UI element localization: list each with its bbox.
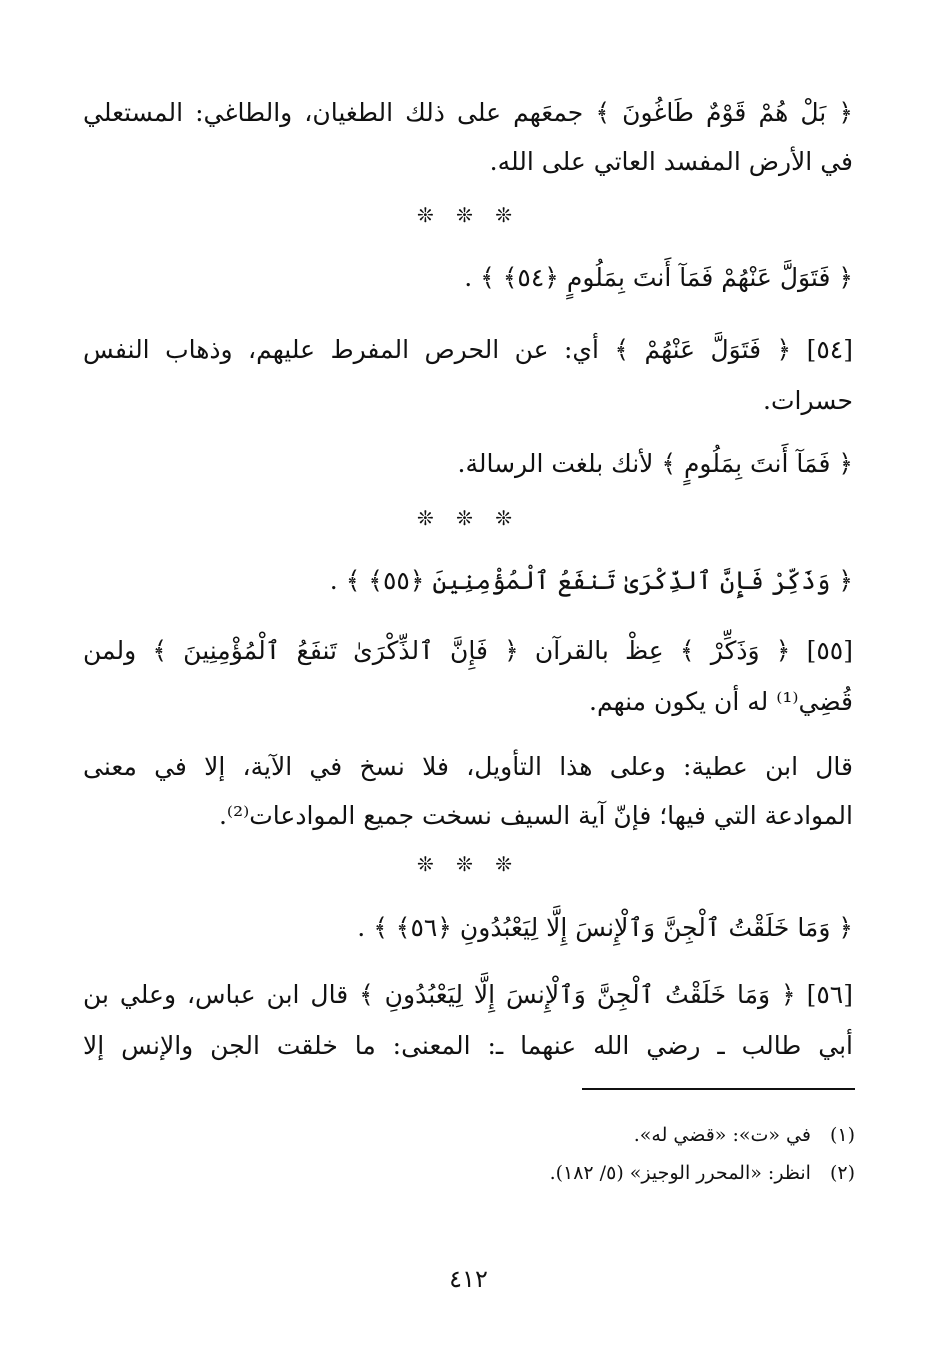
text-line-8: قال ابن عطية: وعلى هذا التأويل، فلا نسخ في الآية، إلا في معنى [83, 752, 853, 781]
footnote-1 [85, 1120, 855, 1150]
text-line-10: [٥٦] ﴿ وَمَا خَلَقْتُ ٱلْجِنَّ وَٱلْإِنسَ إِلَّا لِيَعْبُدُونِ ﴾ قال ابن عباس، وعلي بن [83, 980, 853, 1009]
text-line-5: ﴿ فَمَآ أَنتَ بِمَلُومٍ ﴾ لأنك بلغت الرسالة. [457, 449, 853, 478]
text-line-6: [٥٥] ﴿ وَذَكِّرْ ﴾ عِظْ بالقرآن ﴿ فَإِنَّ ٱلذِّكْرَىٰ تَنفَعُ ٱلْمُؤْمِنِينَ ﴾ ولمن [83, 636, 853, 665]
footnote-1-text: في «ت»: «قضي له». [633, 1124, 811, 1146]
section-separator-3: ❊ ❊ ❊ [417, 852, 520, 876]
footnote-2-number: (٢) [829, 1162, 855, 1184]
text-line-3: [٥٤] ﴿ فَتَوَلَّ عَنْهُمْ ﴾ أي: عن الحرص المفرط عليهم، وذهاب النفس [83, 335, 853, 364]
text-line-4: حسرات. [763, 386, 853, 415]
page-number: ٤١٢ [449, 1265, 488, 1293]
verse-54: ﴿ فَتَوَلَّ عَنْهُمْ فَمَآ أَنتَ بِمَلُومٍ ﴿٥٤﴾ ﴾ . [464, 263, 853, 292]
footnote-2-text: انظر: «المحرر الوجيز» (٥/ ١٨٢). [549, 1162, 811, 1184]
footnote-rule [582, 1088, 855, 1090]
verse-56: ﴿ وَمَا خَلَقْتُ ٱلْجِنَّ وَٱلْإِنسَ إِلَّا لِيَعْبُدُونِ ﴿٥٦﴾ ﴾ . [357, 913, 853, 942]
text-line-9: الموادعة التي فيها؛ فإنّ آية السيف نسخت جميع الموادعات⁽²⁾. [218, 801, 853, 830]
text-line-7: قُضِي⁽¹⁾ له أن يكون منهم. [589, 687, 853, 716]
footnote-2 [85, 1158, 855, 1188]
text-line-1: ﴿ بَلْ هُمْ قَوْمٌ طَاغُونَ ﴾ جمعَهم على ذلك الطغيان، والطاغي: المستعلي [83, 98, 853, 127]
section-separator-2: ❊ ❊ ❊ [417, 506, 520, 530]
text-line-2: في الأرض المفسد العاتي على الله. [489, 147, 853, 176]
verse-55: ﴿ وَذَكِّرْ فَإِنَّ ٱلذِّكْرَىٰ تَنفَعُ ٱلْمُؤْمِنِينَ ﴿٥٥﴾ ﴾ . [329, 566, 853, 595]
section-separator-1: ❊ ❊ ❊ [417, 203, 520, 227]
text-line-11: أبي طالب ـ رضي الله عنهما ـ: المعنى: ما خلقت الجن والإنس إلا [83, 1031, 853, 1060]
footnote-1-number: (١) [829, 1124, 855, 1146]
